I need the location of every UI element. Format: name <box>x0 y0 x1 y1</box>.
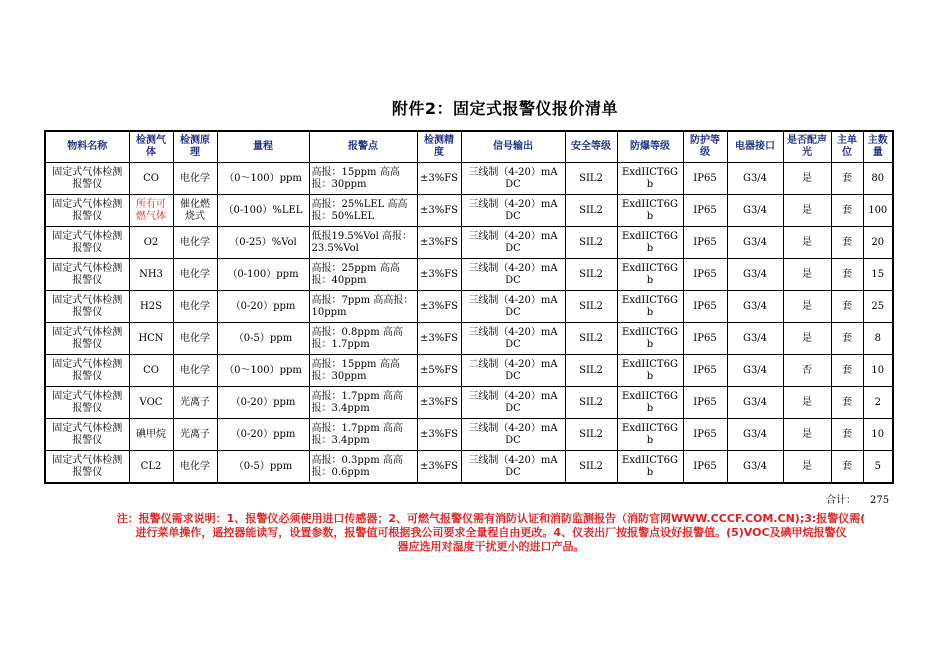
table-row <box>45 451 893 484</box>
accuracy-cell: ±3%FS <box>417 387 461 419</box>
explosion-cell: ExdIICT6Gb <box>617 451 683 484</box>
unit-cell: 套 <box>831 291 863 323</box>
explosion-cell: ExdIICT6Gb <box>617 419 683 451</box>
header-cell: 物料名称 <box>45 131 129 163</box>
interface-cell: G3/4 <box>727 451 783 484</box>
unit-cell: 套 <box>831 323 863 355</box>
header-cell: 防护等级 <box>683 131 727 163</box>
safety-cell: SIL2 <box>565 355 617 387</box>
range-cell: （0-25）%Vol <box>217 227 309 259</box>
name-cell: 固定式气体检测报警仪 <box>45 195 129 227</box>
explosion-cell: ExdIICT6Gb <box>617 291 683 323</box>
accuracy-cell: ±3%FS <box>417 227 461 259</box>
quantity-cell: 5 <box>863 451 893 484</box>
protection-cell: IP65 <box>683 259 727 291</box>
sound-light-cell: 是 <box>783 323 831 355</box>
alarm-cell: 高报：15ppm 高高报：30ppm <box>309 355 417 387</box>
accuracy-cell: ±3%FS <box>417 195 461 227</box>
header-cell: 主数量 <box>863 131 893 163</box>
total-value: 275 <box>870 495 890 506</box>
gas-cell: CO <box>129 163 173 195</box>
principle-cell: 电化学 <box>173 323 217 355</box>
interface-cell: G3/4 <box>727 355 783 387</box>
signal-cell: 三线制（4-20）mA DC <box>461 195 565 227</box>
safety-cell: SIL2 <box>565 419 617 451</box>
protection-cell: IP65 <box>683 323 727 355</box>
table-row <box>45 163 893 195</box>
header-cell: 检测气体 <box>129 131 173 163</box>
header-cell: 电器接口 <box>727 131 783 163</box>
safety-cell: SIL2 <box>565 163 617 195</box>
header-cell: 报警点 <box>309 131 417 163</box>
unit-cell: 套 <box>831 227 863 259</box>
table-row <box>45 291 893 323</box>
safety-cell: SIL2 <box>565 195 617 227</box>
quantity-cell: 20 <box>863 227 893 259</box>
protection-cell: IP65 <box>683 355 727 387</box>
note-line: 注：报警仪需求说明：1、报警仪必须使用进口传感器；2、可燃气报警仪需有消防认证和消防监测报告（消防官网WWW.CCCF.COM.CN);3:报警仪需( <box>116 512 866 525</box>
quantity-cell: 100 <box>863 195 893 227</box>
unit-cell: 套 <box>831 419 863 451</box>
range-cell: （0-20）ppm <box>217 387 309 419</box>
header-cell: 检测原理 <box>173 131 217 163</box>
signal-cell: 三线制（4-20）mA DC <box>461 387 565 419</box>
interface-cell: G3/4 <box>727 195 783 227</box>
range-cell: （0-20）ppm <box>217 419 309 451</box>
quantity-cell: 2 <box>863 387 893 419</box>
header-cell: 是否配声光 <box>783 131 831 163</box>
alarm-cell: 高报：1.7ppm 高高报：3.4ppm <box>309 419 417 451</box>
interface-cell: G3/4 <box>727 323 783 355</box>
alarm-cell: 高报：25ppm 高高报：40ppm <box>309 259 417 291</box>
table-row <box>45 323 893 355</box>
quantity-cell: 8 <box>863 323 893 355</box>
table-row <box>45 227 893 259</box>
interface-cell: G3/4 <box>727 163 783 195</box>
quantity-cell: 10 <box>863 355 893 387</box>
header-cell: 防爆等级 <box>617 131 683 163</box>
unit-cell: 套 <box>831 195 863 227</box>
quantity-cell: 80 <box>863 163 893 195</box>
alarm-cell: 高报：1.7ppm 高高报：3.4ppm <box>309 387 417 419</box>
principle-cell: 催化燃烧式 <box>173 195 217 227</box>
alarm-cell: 低报19.5%Vol 高报：23.5%Vol <box>309 227 417 259</box>
quantity-cell: 25 <box>863 291 893 323</box>
accuracy-cell: ±3%FS <box>417 323 461 355</box>
quote-table <box>44 130 894 484</box>
unit-cell: 套 <box>831 355 863 387</box>
safety-cell: SIL2 <box>565 451 617 484</box>
protection-cell: IP65 <box>683 195 727 227</box>
signal-cell: 三线制（4-20）mA DC <box>461 259 565 291</box>
alarm-cell: 高报：15ppm 高高报：30ppm <box>309 163 417 195</box>
header-cell: 信号输出 <box>461 131 565 163</box>
range-cell: （0-100）%LEL <box>217 195 309 227</box>
gas-cell: 所有可燃气体 <box>129 195 173 227</box>
principle-cell: 电化学 <box>173 163 217 195</box>
protection-cell: IP65 <box>683 163 727 195</box>
gas-cell: VOC <box>129 387 173 419</box>
name-cell: 固定式气体检测报警仪 <box>45 355 129 387</box>
principle-cell: 电化学 <box>173 259 217 291</box>
range-cell: （0-5）ppm <box>217 451 309 484</box>
range-cell: （0-5）ppm <box>217 323 309 355</box>
principle-cell: 电化学 <box>173 227 217 259</box>
gas-cell: CL2 <box>129 451 173 484</box>
interface-cell: G3/4 <box>727 227 783 259</box>
header-cell: 安全等级 <box>565 131 617 163</box>
sound-light-cell: 是 <box>783 387 831 419</box>
protection-cell: IP65 <box>683 227 727 259</box>
sound-light-cell: 是 <box>783 163 831 195</box>
note-line: 进行菜单操作，遥控器能读写，设置参数，报警值可根据我公司要求全量程自由更改。4、仪表出厂按报警点设好报警值。(5)VOC及碘甲烷报警仪 <box>135 526 847 539</box>
sound-light-cell: 是 <box>783 227 831 259</box>
unit-cell: 套 <box>831 259 863 291</box>
sound-light-cell: 是 <box>783 291 831 323</box>
signal-cell: 三线制（4-20）mA DC <box>461 419 565 451</box>
gas-cell: NH3 <box>129 259 173 291</box>
accuracy-cell: ±3%FS <box>417 163 461 195</box>
name-cell: 固定式气体检测报警仪 <box>45 419 129 451</box>
alarm-cell: 高报：7ppm 高高报：10ppm <box>309 291 417 323</box>
table-row <box>45 387 893 419</box>
table-header-row <box>45 131 893 163</box>
signal-cell: 三线制（4-20）mA DC <box>461 291 565 323</box>
safety-cell: SIL2 <box>565 227 617 259</box>
safety-cell: SIL2 <box>565 291 617 323</box>
name-cell: 固定式气体检测报警仪 <box>45 227 129 259</box>
unit-cell: 套 <box>831 451 863 484</box>
note-line: 器应选用对湿度干扰更小的进口产品。 <box>397 540 585 553</box>
signal-cell: 三线制（4-20）mA DC <box>461 323 565 355</box>
explosion-cell: ExdIICT6Gb <box>617 259 683 291</box>
quantity-cell: 15 <box>863 259 893 291</box>
table-row <box>45 355 893 387</box>
principle-cell: 光离子 <box>173 387 217 419</box>
range-cell: （0～100）ppm <box>217 163 309 195</box>
protection-cell: IP65 <box>683 419 727 451</box>
explosion-cell: ExdIICT6Gb <box>617 387 683 419</box>
interface-cell: G3/4 <box>727 387 783 419</box>
protection-cell: IP65 <box>683 291 727 323</box>
gas-cell: O2 <box>129 227 173 259</box>
protection-cell: IP65 <box>683 451 727 484</box>
header-cell: 量程 <box>217 131 309 163</box>
accuracy-cell: ±3%FS <box>417 291 461 323</box>
alarm-cell: 高报：0.8ppm 高高报：1.7ppm <box>309 323 417 355</box>
safety-cell: SIL2 <box>565 323 617 355</box>
gas-cell: 碘甲烷 <box>129 419 173 451</box>
range-cell: （0-20）ppm <box>217 291 309 323</box>
explosion-cell: ExdIICT6Gb <box>617 163 683 195</box>
interface-cell: G3/4 <box>727 259 783 291</box>
sound-light-cell: 是 <box>783 195 831 227</box>
protection-cell: IP65 <box>683 387 727 419</box>
table-row <box>45 259 893 291</box>
table-row <box>45 195 893 227</box>
header-cell: 主单位 <box>831 131 863 163</box>
principle-cell: 电化学 <box>173 291 217 323</box>
signal-cell: 二线制（4-20）mA DC <box>461 355 565 387</box>
unit-cell: 套 <box>831 387 863 419</box>
sound-light-cell: 是 <box>783 259 831 291</box>
sound-light-cell: 是 <box>783 419 831 451</box>
table-row <box>45 419 893 451</box>
accuracy-cell: ±3%FS <box>417 259 461 291</box>
quantity-cell: 10 <box>863 419 893 451</box>
principle-cell: 电化学 <box>173 451 217 484</box>
sound-light-cell: 是 <box>783 451 831 484</box>
total-label: 合计： <box>826 495 856 506</box>
range-cell: （0-100）ppm <box>217 259 309 291</box>
alarm-cell: 高报：0.3ppm 高高报：0.6ppm <box>309 451 417 484</box>
range-cell: （0～100）ppm <box>217 355 309 387</box>
principle-cell: 光离子 <box>173 419 217 451</box>
safety-cell: SIL2 <box>565 387 617 419</box>
name-cell: 固定式气体检测报警仪 <box>45 323 129 355</box>
accuracy-cell: ±5%FS <box>417 355 461 387</box>
name-cell: 固定式气体检测报警仪 <box>45 451 129 484</box>
explosion-cell: ExdIICT6Gb <box>617 227 683 259</box>
name-cell: 固定式气体检测报警仪 <box>45 291 129 323</box>
accuracy-cell: ±3%FS <box>417 451 461 484</box>
header-cell: 检测精度 <box>417 131 461 163</box>
sound-light-cell: 否 <box>783 355 831 387</box>
signal-cell: 三线制（4-20）mA DC <box>461 227 565 259</box>
requirements-note <box>46 512 936 554</box>
principle-cell: 电化学 <box>173 355 217 387</box>
name-cell: 固定式气体检测报警仪 <box>45 387 129 419</box>
name-cell: 固定式气体检测报警仪 <box>45 163 129 195</box>
explosion-cell: ExdIICT6Gb <box>617 195 683 227</box>
total-summary <box>826 491 889 506</box>
interface-cell: G3/4 <box>727 291 783 323</box>
alarm-cell: 高报：25%LEL 高高报：50%LEL <box>309 195 417 227</box>
page-title: 附件2：固定式报警仪报价清单 <box>391 99 619 118</box>
gas-cell: H2S <box>129 291 173 323</box>
explosion-cell: ExdIICT6Gb <box>617 323 683 355</box>
safety-cell: SIL2 <box>565 259 617 291</box>
name-cell: 固定式气体检测报警仪 <box>45 259 129 291</box>
explosion-cell: ExdIICT6Gb <box>617 355 683 387</box>
gas-cell: HCN <box>129 323 173 355</box>
signal-cell: 三线制（4-20）mA DC <box>461 451 565 484</box>
gas-cell: CO <box>129 355 173 387</box>
interface-cell: G3/4 <box>727 419 783 451</box>
accuracy-cell: ±3%FS <box>417 419 461 451</box>
unit-cell: 套 <box>831 163 863 195</box>
signal-cell: 三线制（4-20）mA DC <box>461 163 565 195</box>
